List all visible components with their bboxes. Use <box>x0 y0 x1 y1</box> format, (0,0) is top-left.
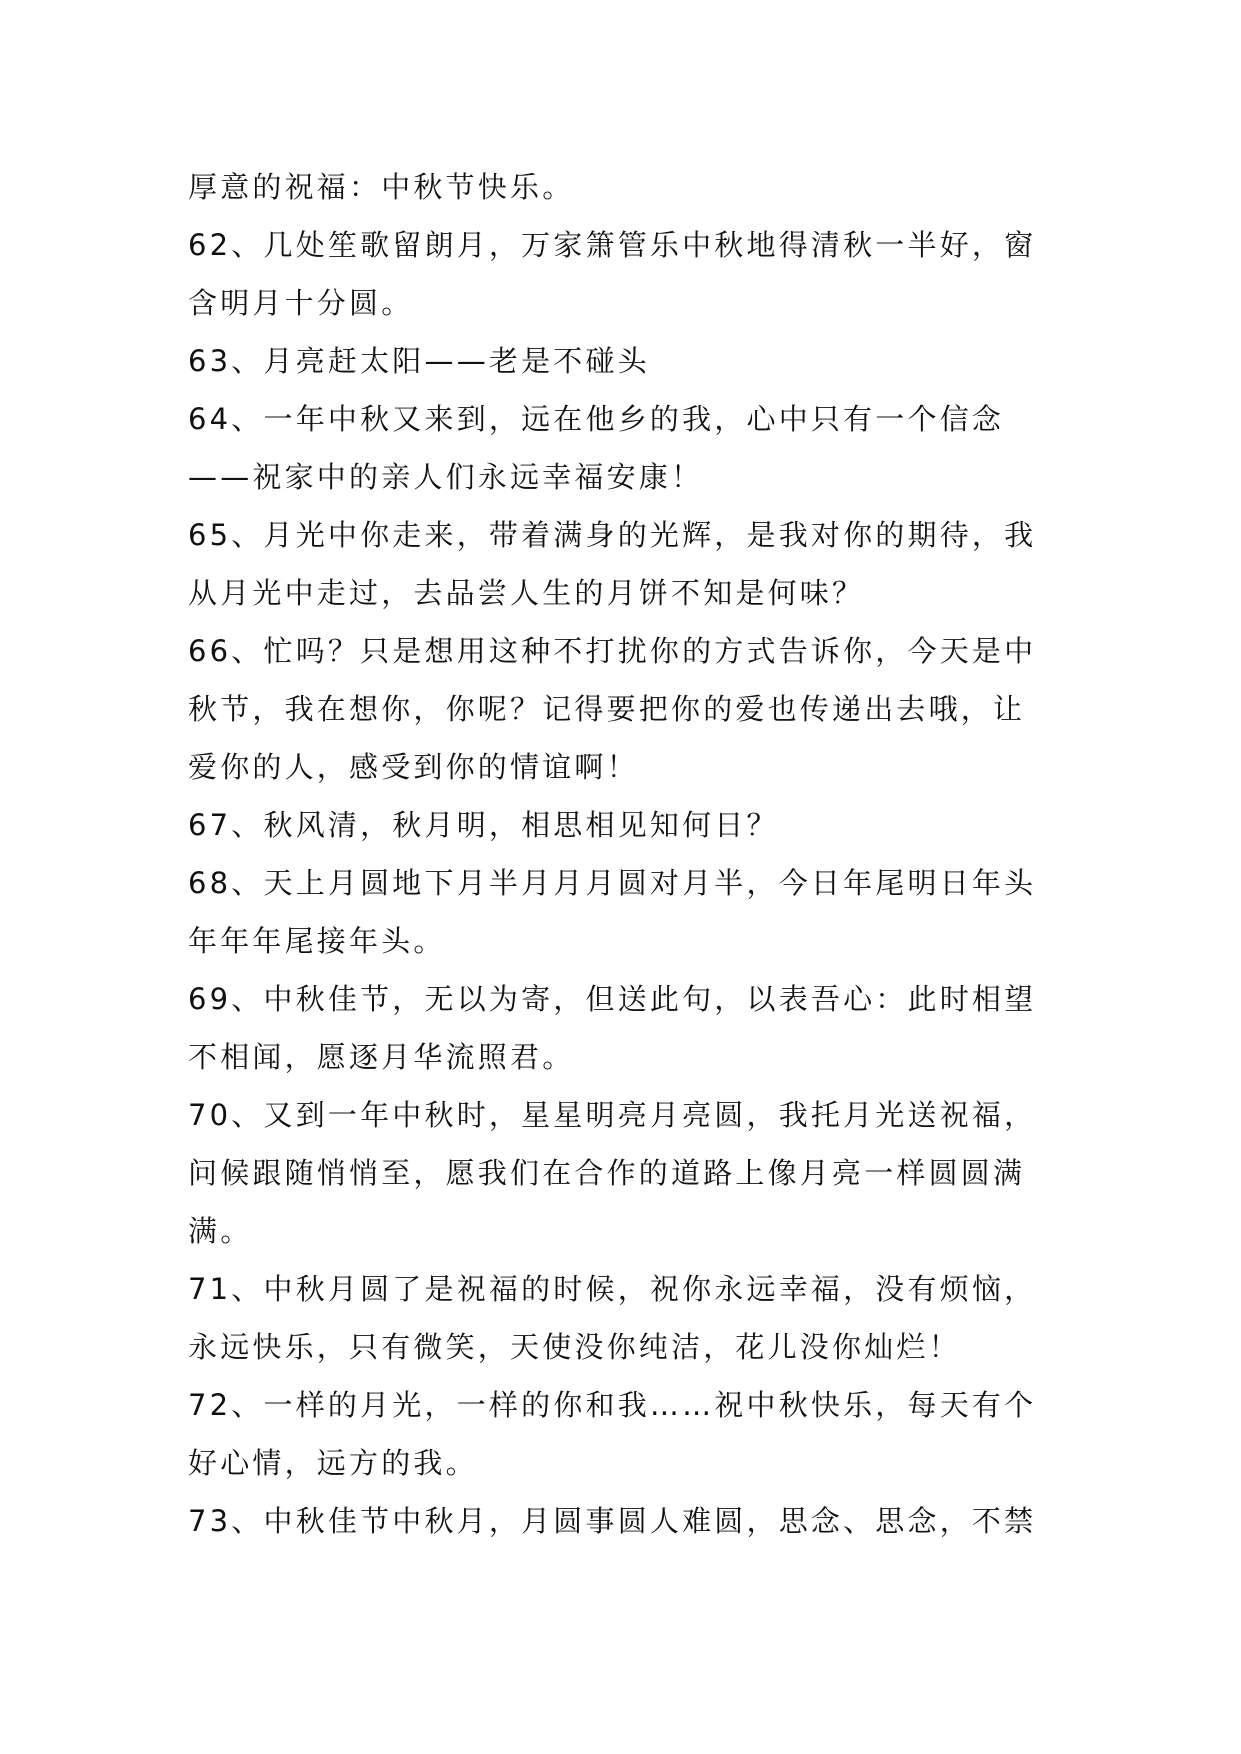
text-line: 65、月光中你走来，带着满身的光辉，是我对你的期待，我 <box>188 518 1037 552</box>
text-line: 秋节，我在想你，你呢？记得要把你的爱也传递出去哦，让 <box>188 692 1026 726</box>
text-line: 好心情，远方的我。 <box>188 1446 478 1480</box>
text-line: 66、忙吗？只是想用这种不打扰你的方式告诉你，今天是中 <box>188 634 1037 668</box>
text-line: 问候跟随悄悄至，愿我们在合作的道路上像月亮一样圆圆满 <box>188 1156 1026 1190</box>
text-line: 67、秋风清，秋月明，相思相见知何日？ <box>188 808 779 842</box>
text-line: 64、一年中秋又来到，远在他乡的我，心中只有一个信念 <box>188 402 1005 436</box>
text-line: 厚意的祝福：中秋节快乐。 <box>188 170 575 204</box>
text-line: ——祝家中的亲人们永远幸福安康！ <box>188 460 704 494</box>
text-line: 含明月十分圆。 <box>188 286 414 320</box>
text-line: 63、月亮赶太阳——老是不碰头 <box>188 344 650 378</box>
text-line: 年年年尾接年头。 <box>188 924 446 958</box>
text-line: 70、又到一年中秋时，星星明亮月亮圆，我托月光送祝福， <box>188 1098 1037 1132</box>
text-line: 62、几处笙歌留朗月，万家箫管乐中秋地得清秋一半好，窗 <box>188 228 1037 262</box>
text-line: 68、天上月圆地下月半月月月圆对月半，今日年尾明日年头 <box>188 866 1037 900</box>
text-line: 72、一样的月光，一样的你和我……祝中秋快乐，每天有个 <box>188 1388 1037 1422</box>
text-line: 满。 <box>188 1214 253 1248</box>
text-line: 73、中秋佳节中秋月，月圆事圆人难圆，思念、思念，不禁 <box>188 1504 1037 1538</box>
text-line: 从月光中走过，去品尝人生的月饼不知是何味？ <box>188 576 865 610</box>
document-body <box>188 158 1068 1550</box>
text-line: 爱你的人，感受到你的情谊啊！ <box>188 750 639 784</box>
text-line: 永远快乐，只有微笑，天使没你纯洁，花儿没你灿烂！ <box>188 1330 961 1364</box>
text-line: 69、中秋佳节，无以为寄，但送此句，以表吾心：此时相望 <box>188 982 1037 1016</box>
text-line: 不相闻，愿逐月华流照君。 <box>188 1040 575 1074</box>
text-line: 71、中秋月圆了是祝福的时候，祝你永远幸福，没有烦恼， <box>188 1272 1037 1306</box>
